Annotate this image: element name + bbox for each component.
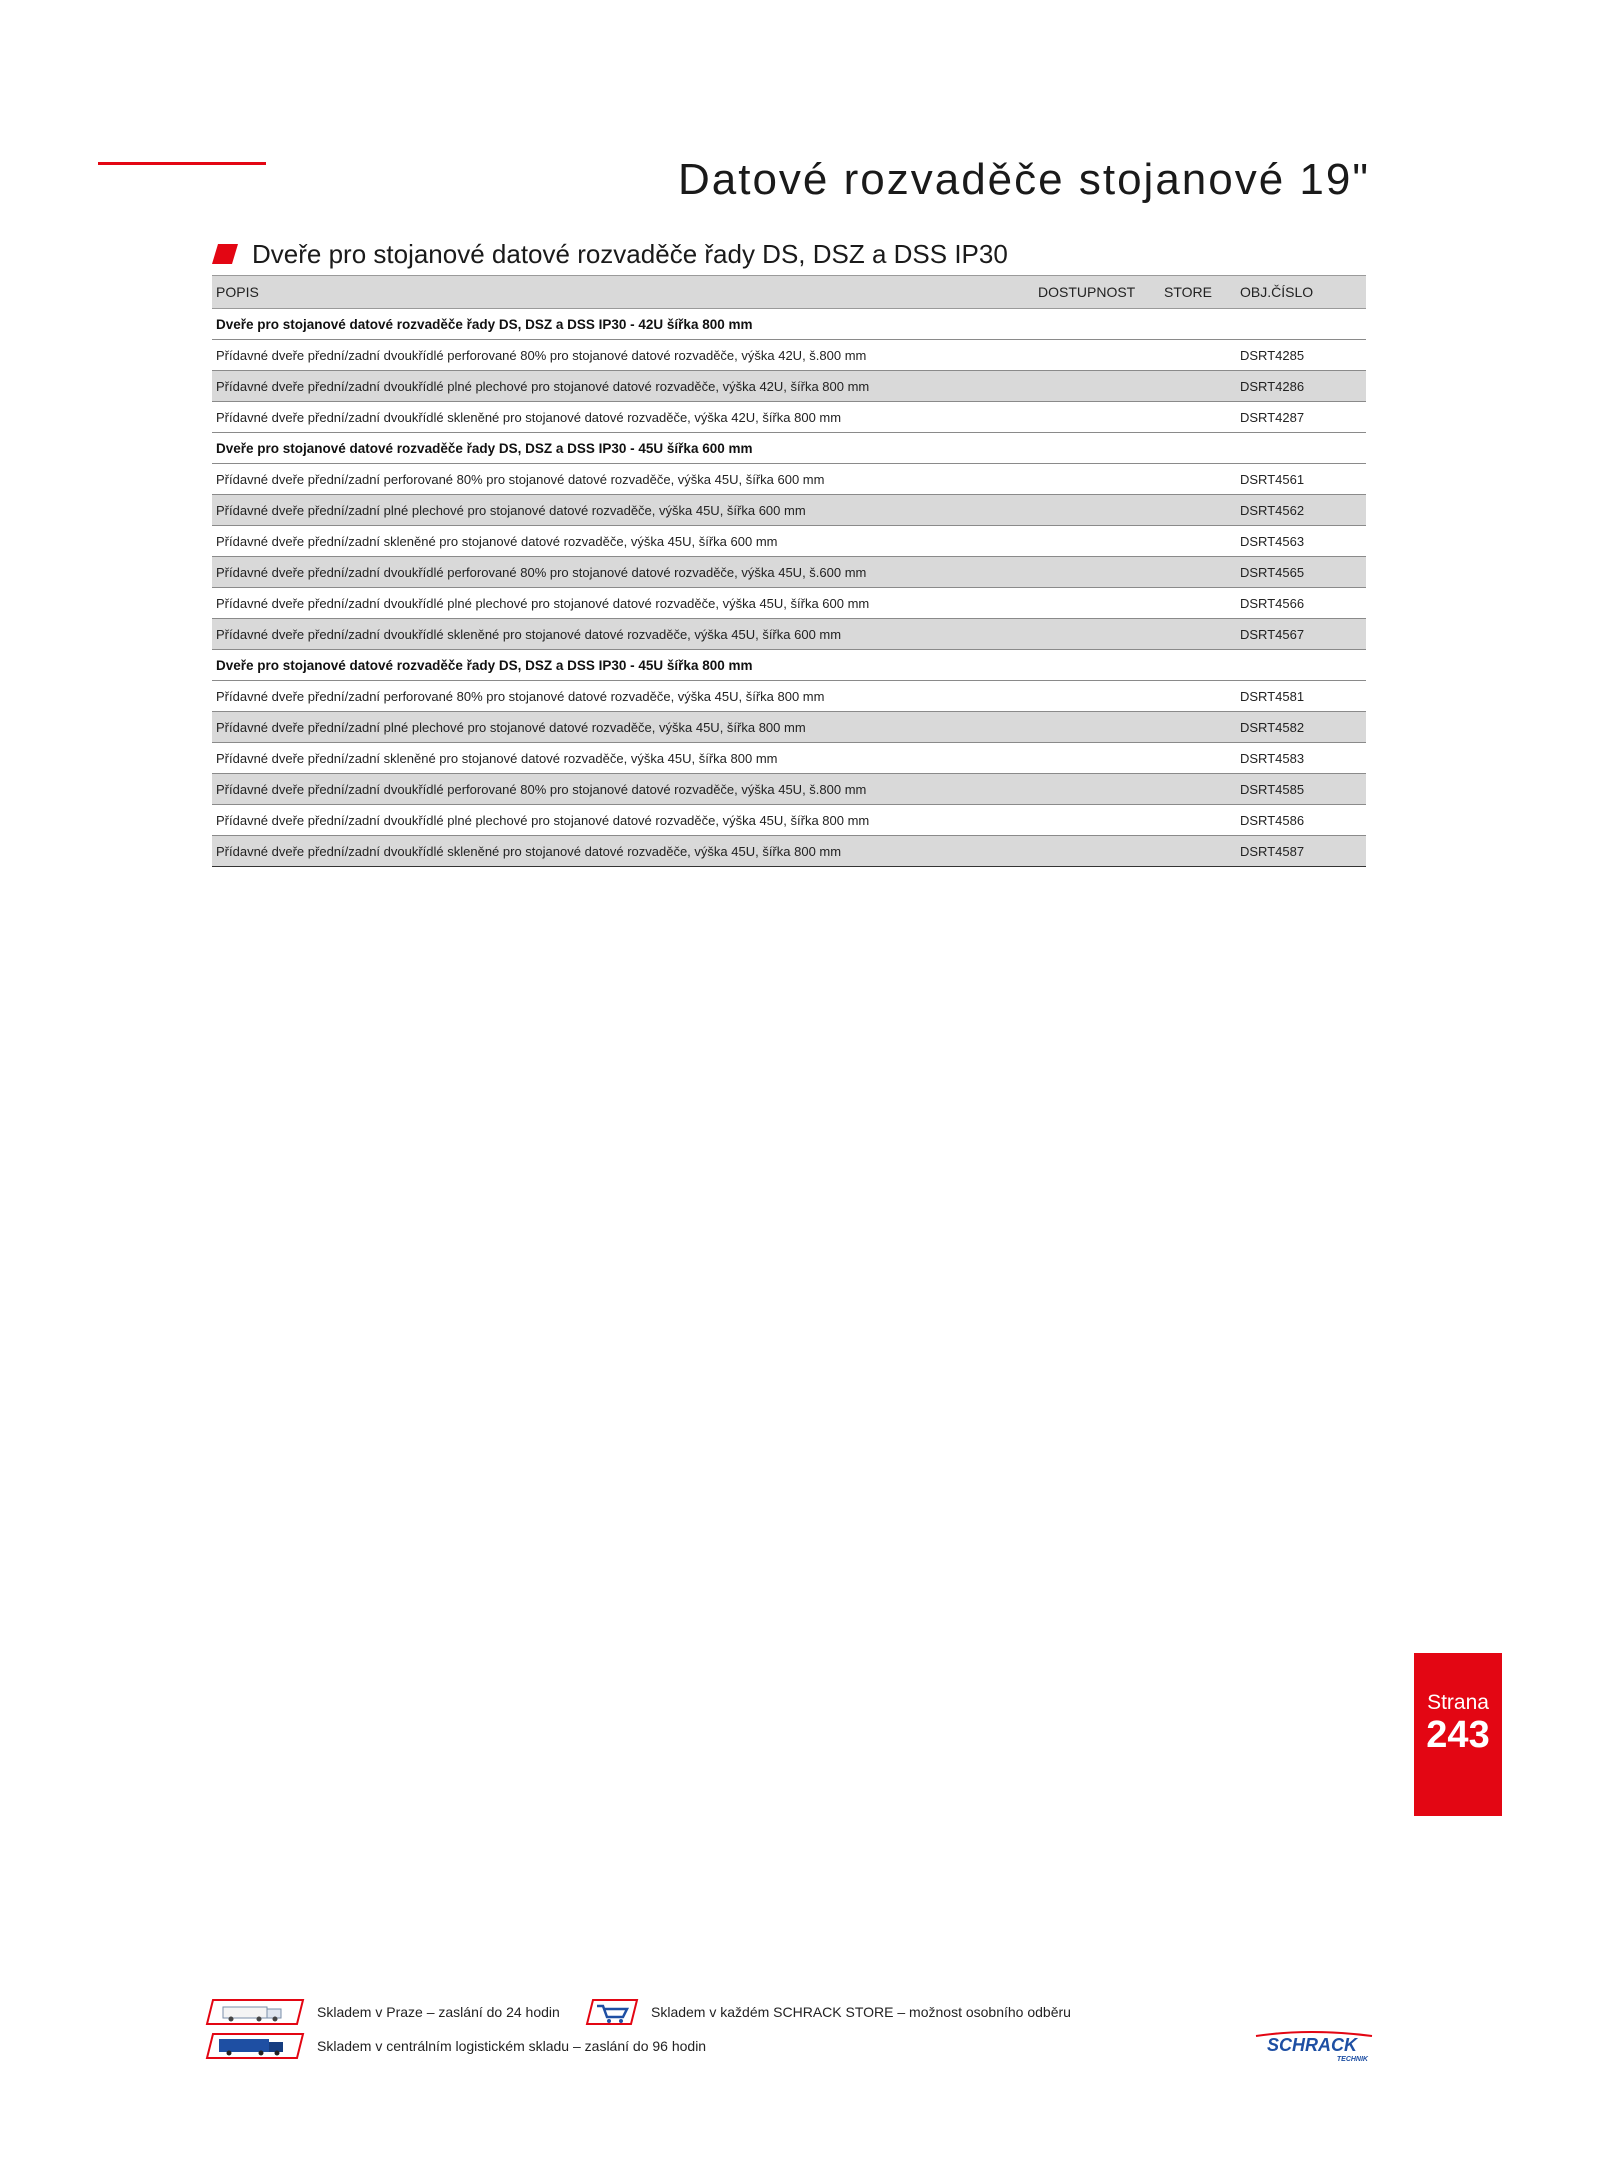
availability-cell	[1034, 712, 1160, 743]
legend-item-prague	[205, 1998, 560, 2026]
table-row	[212, 619, 1366, 650]
section-title: Dveře pro stojanové datové rozvaděče řady DS, DSZ a DSS IP30	[252, 238, 1008, 269]
product-description: Přídavné dveře přední/zadní dvoukřídlé perforované 80% pro stojanové datové rozvaděče, výška 42U, š.800 mm	[212, 340, 1034, 371]
store-cell	[1160, 340, 1236, 371]
order-code: DSRT4561	[1236, 464, 1366, 495]
availability-cell	[1034, 340, 1160, 371]
truck-central-icon	[205, 2032, 305, 2060]
availability-cell	[1034, 464, 1160, 495]
table-row	[212, 774, 1366, 805]
table-row	[212, 557, 1366, 588]
order-code: DSRT4286	[1236, 371, 1366, 402]
order-code: DSRT4567	[1236, 619, 1366, 650]
table-row	[212, 681, 1366, 712]
column-header-popis: POPIS	[212, 276, 1034, 309]
product-description: Přídavné dveře přední/zadní plné plechové pro stojanové datové rozvaděče, výška 45U, šířka 800 mm	[212, 712, 1034, 743]
availability-cell	[1034, 557, 1160, 588]
table-group-row	[212, 433, 1366, 464]
availability-cell	[1034, 526, 1160, 557]
page-number-tab	[1414, 1653, 1502, 1816]
availability-cell	[1034, 743, 1160, 774]
legend-item-central	[205, 2032, 706, 2060]
order-code: DSRT4587	[1236, 836, 1366, 867]
table-row	[212, 712, 1366, 743]
store-cell	[1160, 371, 1236, 402]
store-cell	[1160, 526, 1236, 557]
product-description: Přídavné dveře přední/zadní dvoukřídlé skleněné pro stojanové datové rozvaděče, výška 42U, šířka 800 mm	[212, 402, 1034, 433]
column-header-dostupnost: DOSTUPNOST	[1034, 276, 1160, 309]
order-code: DSRT4585	[1236, 774, 1366, 805]
product-description: Přídavné dveře přední/zadní dvoukřídlé perforované 80% pro stojanové datové rozvaděče, výška 45U, š.800 mm	[212, 774, 1034, 805]
availability-cell	[1034, 619, 1160, 650]
store-cell	[1160, 619, 1236, 650]
availability-cell	[1034, 681, 1160, 712]
availability-cell	[1034, 495, 1160, 526]
order-code: DSRT4582	[1236, 712, 1366, 743]
product-description: Přídavné dveře přední/zadní dvoukřídlé plné plechové pro stojanové datové rozvaděče, výška 42U, šířka 800 mm	[212, 371, 1034, 402]
product-description: Přídavné dveře přední/zadní skleněné pro stojanové datové rozvaděče, výška 45U, šířka 800 mm	[212, 743, 1034, 774]
table-row	[212, 743, 1366, 774]
availability-cell	[1034, 371, 1160, 402]
logo-sub-text: TECHNIK	[1336, 2056, 1368, 2063]
product-description: Přídavné dveře přední/zadní perforované 80% pro stojanové datové rozvaděče, výška 45U, šířka 800 mm	[212, 681, 1034, 712]
product-description: Přídavné dveře přední/zadní dvoukřídlé skleněné pro stojanové datové rozvaděče, výška 45U, šířka 600 mm	[212, 619, 1034, 650]
table-body	[212, 309, 1366, 867]
column-header-store: STORE	[1160, 276, 1236, 309]
product-description: Přídavné dveře přední/zadní perforované 80% pro stojanové datové rozvaděče, výška 45U, šířka 600 mm	[212, 464, 1034, 495]
order-code: DSRT4586	[1236, 805, 1366, 836]
product-description: Přídavné dveře přední/zadní dvoukřídlé plné plechové pro stojanové datové rozvaděče, výška 45U, šířka 800 mm	[212, 805, 1034, 836]
order-code: DSRT4287	[1236, 402, 1366, 433]
availability-cell	[1034, 402, 1160, 433]
group-title: Dveře pro stojanové datové rozvaděče řady DS, DSZ a DSS IP30 - 42U šířka 800 mm	[212, 309, 1366, 340]
store-cell	[1160, 743, 1236, 774]
order-code: DSRT4581	[1236, 681, 1366, 712]
store-cell	[1160, 588, 1236, 619]
table-row	[212, 340, 1366, 371]
schrack-logo	[1250, 2030, 1374, 2064]
header-accent-line	[98, 162, 266, 165]
logo-brand-text: SCHRACK	[1267, 2035, 1357, 2055]
page-label: Strana	[1427, 1691, 1489, 1714]
store-cell	[1160, 557, 1236, 588]
availability-cell	[1034, 805, 1160, 836]
section-marker-icon	[212, 244, 238, 264]
legend-text-store: Skladem v každém SCHRACK STORE – možnost osobního odběru	[651, 2004, 1071, 2020]
availability-cell	[1034, 588, 1160, 619]
store-cell	[1160, 774, 1236, 805]
table-row	[212, 402, 1366, 433]
table-group-row	[212, 309, 1366, 340]
truck-prague-icon	[205, 1998, 305, 2026]
table-row	[212, 526, 1366, 557]
legend-text-central: Skladem v centrálním logistickém skladu – zaslání do 96 hodin	[317, 2038, 707, 2054]
product-description: Přídavné dveře přední/zadní skleněné pro stojanové datové rozvaděče, výška 45U, šířka 600 mm	[212, 526, 1034, 557]
table-row	[212, 836, 1366, 867]
order-code: DSRT4565	[1236, 557, 1366, 588]
product-table	[212, 275, 1366, 867]
legend-item-store	[585, 1998, 1071, 2026]
table-row	[212, 805, 1366, 836]
product-description: Přídavné dveře přední/zadní plné plechové pro stojanové datové rozvaděče, výška 45U, šířka 600 mm	[212, 495, 1034, 526]
store-cell	[1160, 681, 1236, 712]
product-description: Přídavné dveře přední/zadní dvoukřídlé perforované 80% pro stojanové datové rozvaděče, výška 45U, š.600 mm	[212, 557, 1034, 588]
order-code: DSRT4583	[1236, 743, 1366, 774]
store-cell	[1160, 495, 1236, 526]
table-group-row	[212, 650, 1366, 681]
legend-text-prague: Skladem v Praze – zaslání do 24 hodin	[317, 2004, 560, 2020]
shopping-cart-icon	[585, 1998, 639, 2026]
page-number: 243	[1426, 1714, 1490, 1756]
column-header-obj-cislo: OBJ.ČÍSLO	[1236, 276, 1366, 309]
order-code: DSRT4562	[1236, 495, 1366, 526]
store-cell	[1160, 402, 1236, 433]
order-code: DSRT4566	[1236, 588, 1366, 619]
order-code: DSRT4285	[1236, 340, 1366, 371]
page-title: Datové rozvaděče stojanové 19"	[677, 155, 1370, 205]
table-row	[212, 464, 1366, 495]
product-description: Přídavné dveře přední/zadní dvoukřídlé plné plechové pro stojanové datové rozvaděče, výška 45U, šířka 600 mm	[212, 588, 1034, 619]
availability-cell	[1034, 836, 1160, 867]
table-header-row	[212, 276, 1366, 309]
product-description: Přídavné dveře přední/zadní dvoukřídlé skleněné pro stojanové datové rozvaděče, výška 45U, šířka 800 mm	[212, 836, 1034, 867]
table-row	[212, 371, 1366, 402]
table-row	[212, 495, 1366, 526]
store-cell	[1160, 464, 1236, 495]
availability-cell	[1034, 774, 1160, 805]
group-title: Dveře pro stojanové datové rozvaděče řady DS, DSZ a DSS IP30 - 45U šířka 600 mm	[212, 433, 1366, 464]
store-cell	[1160, 805, 1236, 836]
store-cell	[1160, 836, 1236, 867]
table-row	[212, 588, 1366, 619]
group-title: Dveře pro stojanové datové rozvaděče řady DS, DSZ a DSS IP30 - 45U šířka 800 mm	[212, 650, 1366, 681]
order-code: DSRT4563	[1236, 526, 1366, 557]
store-cell	[1160, 712, 1236, 743]
section-heading	[212, 236, 1008, 272]
